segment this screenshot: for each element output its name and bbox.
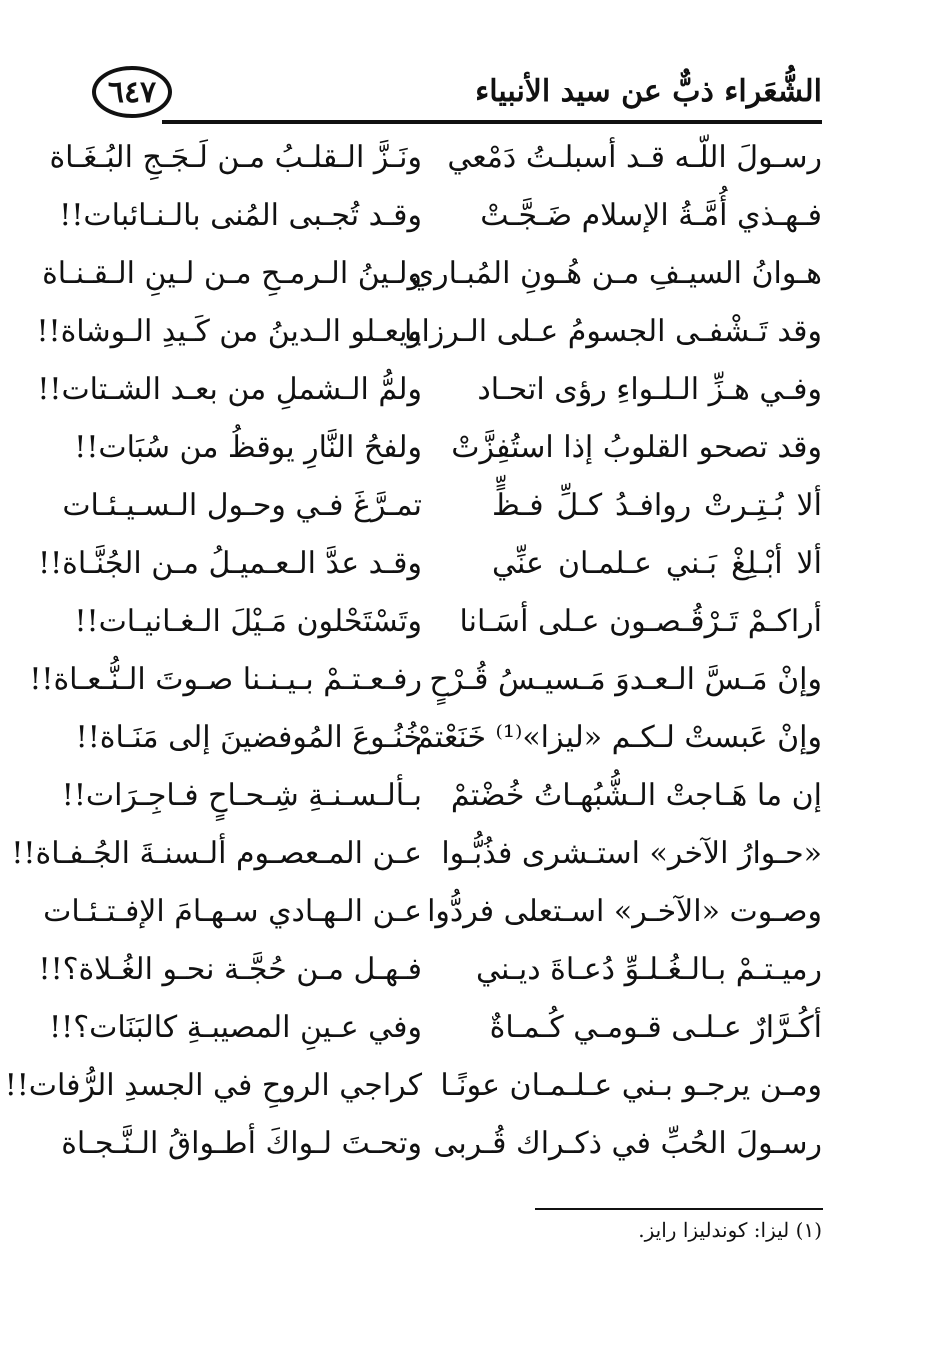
verse [43, 884, 822, 940]
verse [59, 188, 822, 244]
first-hemistich: ألا أبْـلِغْ بَـني عـلمـان عنِّي [492, 546, 822, 581]
verse [38, 942, 822, 998]
footnote-rule [535, 1208, 823, 1210]
running-title: الشُّعَراء ذبٌّ عن سيد الأنبياء [475, 74, 822, 109]
second-hemistich: رفـعـتـمْ بـيـنـنا صـوتَ الـنُّـعـاة!! [29, 662, 422, 697]
first-hemistich: رسـولَ الحُبِّ في ذكـراك قُـربى [433, 1126, 822, 1161]
verse [61, 768, 822, 824]
page-header [92, 66, 822, 126]
verse [61, 1116, 822, 1172]
second-hemistich: تمـرَّغَ فـي وحـول الـسـيـئـات [62, 488, 422, 523]
second-hemistich: خُنُـوعَ المُوفضينَ إلى مَنَـاة!! [75, 720, 422, 755]
first-hemistich: «حـوارُ الآخر» استـشرى فذُبُّـوا [441, 836, 822, 871]
first-hemistich: وفـي هـزِّ الـلـواءِ رؤى اتحـاد [477, 372, 822, 407]
first-hemistich: أراكـمْ تَـرْقُـصـون عـلى أسَـانا [459, 604, 822, 639]
verse [29, 652, 822, 708]
verse [49, 130, 822, 186]
second-hemistich: فـهـل مـن حُجَّـة نحـو الغُـلاة؟!! [38, 952, 422, 987]
page-number: ٦٤٧ [92, 66, 172, 118]
first-hemistich: وإنْ عَبستْ لـكـم «ليزا»⁽¹⁾ خَنَعْتمْ [414, 720, 822, 755]
second-hemistich: ولـينُ الـرمـحِ مـن لـينِ الـقـنـاة [42, 256, 422, 291]
second-hemistich: ويعـلو الـدينُ من كَـيدِ الـوشاة!! [36, 314, 422, 349]
second-hemistich: وقـد تُجـبى المُنى بالـنـائبات!! [59, 198, 422, 233]
verse [74, 420, 822, 476]
verse [36, 304, 822, 360]
verse [42, 246, 822, 302]
second-hemistich: عـن المـعصـوم ألـسنـةَ الجُـفـاة!! [11, 836, 422, 871]
first-hemistich: رميـتـمْ بـالـغُـلـوِّ دُعـاةَ ديـني [476, 952, 822, 987]
first-hemistich: وقد تَـشْفـى الجسومُ عـلى الـرزايا [403, 314, 822, 349]
header-rule [162, 120, 822, 124]
first-hemistich: فـهـذي أُمَّـةُ الإسلام ضَـجَّـتْ [480, 198, 822, 233]
verse [11, 826, 822, 882]
first-hemistich: أكُـرَّارٌ عـلـى قـومـي كُـمـاةٌ [489, 1010, 822, 1045]
first-hemistich: إن ما هَـاجتْ الـشُّبُهـاتُ خُضْتمْ [450, 778, 822, 813]
first-hemistich: ألا بُـتِـرتْ روافـدُ كـلِّ فـظٍّ [492, 488, 822, 523]
verse [4, 1058, 822, 1114]
first-hemistich: وإنْ مَـسَّ الـعـدوَ مَـسيـسُ قُـرْحٍ [429, 662, 822, 697]
footnote: (١) ليزا: كوندليزا رايز. [638, 1218, 822, 1242]
second-hemistich: وتَسْتَحْلون مَـيْلَ الـغـانيـات!! [74, 604, 422, 639]
verse [37, 362, 822, 418]
verse [75, 710, 822, 766]
second-hemistich: وتحـتَ لـواكَ أطـواقُ الـنَّـجـاة [61, 1126, 422, 1161]
first-hemistich: رسـولَ اللّـه قـد أسبلـتُ دَمْعي [447, 140, 822, 175]
second-hemistich: وفي عـينِ المصيبـةِ كالبَنَات؟!! [49, 1010, 422, 1045]
second-hemistich: ولمُّ الـشملِ من بعـد الشـتات!! [37, 372, 422, 407]
first-hemistich: هـوانُ السيـفِ مـن هُـونِ المُبـاري [410, 256, 822, 291]
second-hemistich: ونَـزَّ الـقلـبُ مـن لَـجَـجِ البُـغَـاة [49, 140, 422, 175]
poem-body [4, 130, 822, 1210]
first-hemistich: وصـوت «الآخـر» اسـتعلى فردُّوا [427, 894, 822, 929]
second-hemistich: كراجي الروحِ في الجسدِ الرُّفات!! [4, 1068, 422, 1103]
verse [38, 536, 822, 592]
verse [49, 1000, 822, 1056]
second-hemistich: وقـد عدَّ الـعـميـلُ مـن الجُنَّـاة!! [38, 546, 422, 581]
second-hemistich: بـألـسـنـةِ شِـحـاحٍ فـاجِـرَات!! [61, 778, 422, 813]
second-hemistich: ولفحُ النَّارِ يوقظُ من سُبَات!! [74, 430, 422, 465]
verse [62, 478, 822, 534]
verse [74, 594, 822, 650]
second-hemistich: عـن الـهـادي سـهـامَ الإفـتـئـات [43, 894, 422, 929]
first-hemistich: وقد تصحو القلوبُ إذا استُفِزَّتْ [451, 430, 822, 465]
first-hemistich: ومـن يرجـو بـني عـلـمـان عونًـا [440, 1068, 822, 1103]
